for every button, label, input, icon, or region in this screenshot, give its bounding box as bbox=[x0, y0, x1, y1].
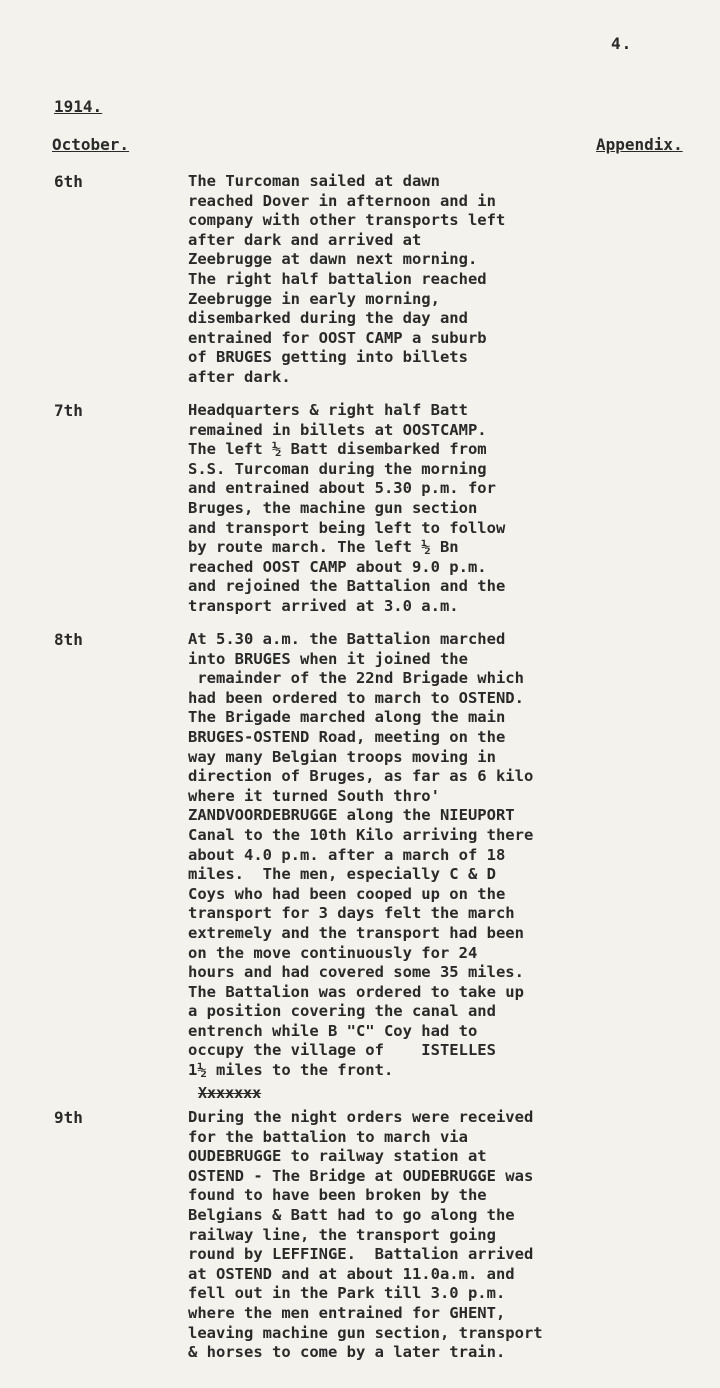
entry-text: At 5.30 a.m. the Battalion marched into BRUGES when it joined the remainder of the 22nd Brigade which had been ordered to march to OSTEND. The Brigade marched along the main BRUGES-OSTEND Road, meeting on the way many Belgian troops moving in direction of Bruges, as far as 6 kilo where it turned South thro' ZANDVOORDEBRUGGE along the NIEUPORT Canal to the 10th Kilo arriving there about 4.0 p.m. after a march of 18 miles. The men, especially C & D Coys who had been cooped up on the transport for 3 days felt the march extremely and the transport had been on the move continuously for 24 hours and had covered some 35 miles. The Battalion was ordered to take up a position covering the canal and entrench while B "C" Coy had to occupy the village of ISTELLES 1½ miles to the front. bbox=[188, 630, 534, 1080]
entry-date: 7th bbox=[54, 401, 83, 420]
month-heading: October. bbox=[52, 135, 130, 154]
entry-date: 6th bbox=[54, 172, 83, 191]
entry-text: The Turcoman sailed at dawn reached Dover in afternoon and in company with other transports left after dark and arrived at Zeebrugge at dawn next morning. The right half battalion reached Zeebrugge in early morning, disembarked during the day and entrained for OOST CAMP a suburb of BRUGES getting into billets after dark. bbox=[188, 172, 506, 386]
struck-out-text: Xxxxxxx bbox=[198, 1084, 262, 1102]
entry-date: 9th bbox=[54, 1108, 83, 1127]
entry-text: Headquarters & right half Batt remained in billets at OOSTCAMP. The left ½ Batt disembarked from S.S. Turcoman during the morning and entrained about 5.30 p.m. for Bruges, the machine gun section and transport being left to follow by route march. The left ½ Bn reached OOST CAMP about 9.0 p.m. and rejoined the Battalion and the transport arrived at 3.0 a.m. bbox=[188, 401, 506, 615]
appendix-heading: Appendix. bbox=[596, 135, 683, 154]
page-number: 4. bbox=[611, 34, 633, 53]
entry-text: During the night orders were received for the battalion to march via OUDEBRUGGE to railway station at OSTEND - The Bridge at OUDEBRUGGE was found to have been broken by the Belgians & Batt had to go along the railway line, the transport going round by LEFFINGE. Battalion arrived at OSTEND and at about 11.0a.m. and fell out in the Park till 3.0 p.m. where the men entrained for GHENT, leaving machine gun section, transport & horses to come by a later train. bbox=[188, 1108, 543, 1362]
year-heading: 1914. bbox=[54, 97, 103, 116]
entry-date: 8th bbox=[54, 630, 83, 649]
